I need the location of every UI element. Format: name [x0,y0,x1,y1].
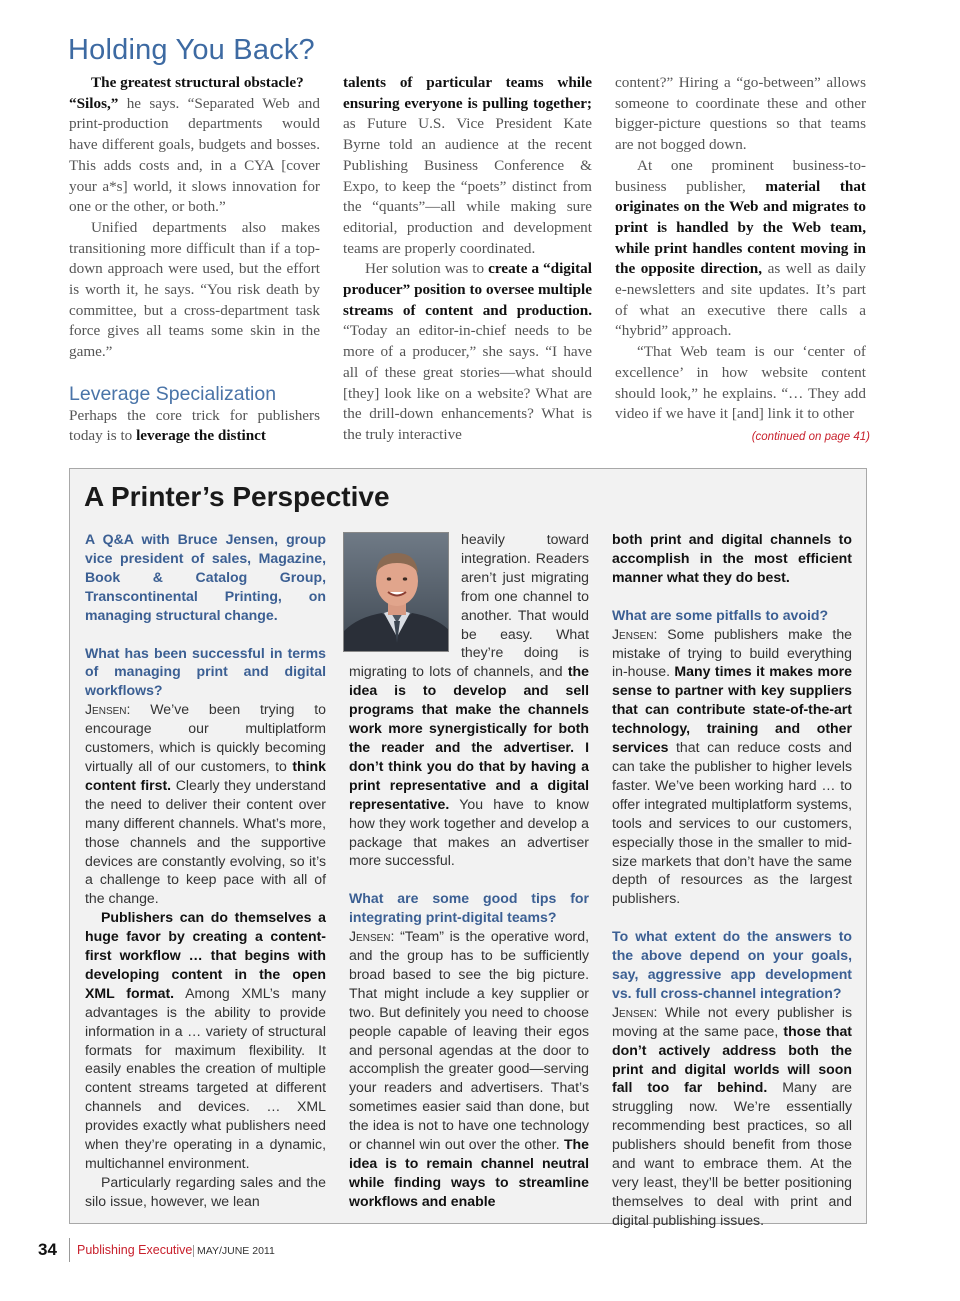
person-portrait-icon [344,533,449,652]
continued-link[interactable]: (continued on page 41) [751,431,870,443]
answer-text: : While not every publisher is moving at the same pace, [612,1003,852,1039]
article-column-1 [69,73,320,447]
paragraph: Unified departments also makes transitioning more difficult than if a top-down approach were used, but the effort is worth it, he says. “You risk death by committee, but a cross-department task force gives all teams some skin in the game.” [69,218,320,361]
bold-text: create a “digital producer” position to oversee multiple streams of content and production. [343,260,592,319]
paragraph-text: At one prominent business-to-business publisher, [615,156,866,195]
bold-text: material that originates on the Web and migrates to print is handled by the Web team, while print handles content moving in the opposite direction, [615,177,866,278]
answer [349,927,589,1211]
paragraph: content?” Hiring a “go-between” allows someone to coordinate these and other bigger-picture questions so that teams are not bogged down. [615,74,866,154]
paragraph-text: he says. “Separated Web and print-production departments would have different goals, budgets and bosses. This adds costs and, in a CYA [cover your a*s] world, it slows innovation for one or the other, or both.” [69,94,320,216]
sidebar-title: A Printer’s Perspective [84,481,390,512]
answer [612,1003,852,1230]
bold-lead: The greatest structural obstacle? [91,74,304,91]
sidebar-intro: A Q&A with Bruce Jensen, group vice president of sales, Magazine, Book & Catalog Group, Transcontinental Printing, on managing structural change. [85,531,326,623]
headshot-photo [343,532,449,652]
paragraph-text: as well as daily e-newsletters and site updates. It’s part of what an executive there calls a “hybrid” approach. [615,260,866,340]
bold-text: The idea is to remain channel neutral while finding ways to streamline workflows and enable [349,1136,589,1209]
answer [85,908,326,1173]
bold-text: leverage the distinct [136,427,266,445]
paragraph: “That Web team is our ‘center of excellence’ in how website content should look,” he explains. “… They add video if we have it [and] link it to other [615,343,866,423]
speaker-name: Jensen [612,625,654,642]
bold-text: those that don’t actively address both the print and digital worlds will soon fall too far behind. [612,1022,852,1096]
publication-name: Publishing Executive [77,1243,193,1257]
answer-text: Many are struggling now. We’re essentially recommending best practices, so all publishers should benefit from those and want to embrace them. At the very least, they’ll be better positioning themselves to deal with print and digital publishing issues. [612,1079,852,1228]
answer: Particularly regarding sales and the silo issue, however, we lean [85,1173,326,1209]
sidebar-column-3 [612,530,852,1230]
bold-text: Many times it makes more sense to partner with key suppliers that can contribute state-of-the-art technology, training and other services [612,663,852,756]
paragraph-text: as Future U.S. Vice President Kate Byrne told an audience at the recent Publishing Business Conference & Expo, to keep the “poets” distinct from the “quants”—all while making sure editorial, production and development teams are properly coordinated. [343,115,592,257]
answer-text: : We’ve been trying to encourage our multiplatform customers, which is quickly becoming virtually all of our customers, to [85,701,326,774]
article-column-2 [343,73,592,446]
paragraph-text: “Today an editor-in-chief needs to be more of a producer,” she says. “I have all of these great stories—what should [they] look like on a website? What are the drill-down enhancements? What is the truly interactive [343,322,592,443]
bold-text: the idea is to develop and sell programs that make the channels work more synergistically for both the reader and the advertiser. I don’t think you do that by having a print representative and a digital representative. [349,663,589,812]
answer-text: Among XML’s many advantages is the ability to provide information in a … variety of structural formats for maximum flexibility. It easily enables the creation of multiple content streams targeted at different channels and devices. … XML provides exactly what publishers need when they’re operating in a dynamic, multichannel environment. [85,984,326,1171]
section-subhead: Leverage Specialization [69,382,277,405]
page-number: 34 [38,1240,57,1259]
speaker-name: Jensen [349,928,391,945]
article-headline: Holding You Back? [68,34,315,66]
paragraph-text: Perhaps the core trick for publishers today is to [69,406,320,445]
footer-divider [193,1245,194,1257]
answer-text: : “Team” is the operative word, and the group has to be sufficiently broad based to see the big picture. That might include a key supplier or two. But definitely you need to choose people capable of leaving their egos and personal agendas at the door to accomplish the greater good—serving your readers and advertisers. That’s sometimes easier said than done, but the idea is not to have one technology or channel win out over the other. [349,928,589,1153]
bold-text: think content first. [85,757,326,793]
bold-term: “Silos,” [69,94,119,112]
paragraph [615,156,866,342]
article-column-3 [615,73,866,425]
answer [85,700,326,908]
speaker-name: Jensen [612,1003,654,1020]
paragraph [69,406,320,447]
answer-text: that can reduce costs and can take the publisher to higher levels faster. We’ve been working hard … to offer integrated multiplatform systems, tools and services to our customers, especially those in the smaller to mid-size markets that don’t have the same depth of resources as the largest publishers. [612,739,852,907]
answer-text: Clearly they understand the need to deliver their content over many different channels. What’s more, those channels and the supportive devices are constantly evolving, so it’s a challenge to keep pace with all of the change. [85,776,326,907]
bold-text: Publishers can do themselves a huge favor by creating a content-first workflow … that begins with developing content in the open XML format. [85,909,326,1001]
paragraph [343,73,592,259]
bold-text: both print and digital channels to accomplish in the most efficient manner what they do best. [612,531,852,585]
question: What has been successful in terms of managing print and digital workflows? [85,644,326,699]
answer-text: You have to know how they work together and develop a package that makes an advertiser more successful. [349,795,589,869]
issue-date: MAY/JUNE 2011 [197,1245,275,1257]
answer-text: : Some publishers make the mistake of trying to build everything in-house. [612,625,852,680]
sidebar-column-2 [349,530,589,1211]
paragraph [69,73,320,218]
answer [612,625,852,909]
answer-text: heavily toward integration. Readers aren’t just migrating from one channel to another. That would be easy. What they’re doing is migrating to lots of channels, and [349,531,589,680]
question: To what extent do the answers to the above depend on your goals, say, aggressive app development vs. full cross-channel integration? [612,928,852,1001]
footer-divider [69,1238,70,1262]
paragraph [343,259,592,445]
question: What are some good tips for integrating print-digital teams? [349,890,589,926]
answer [612,530,852,587]
sidebar-column-1 [85,530,326,1211]
bold-text: talents of particular teams while ensuring everyone is pulling together; [343,74,592,112]
speaker-name: Jensen [85,701,127,718]
paragraph-text: Her solution was to [365,260,489,278]
question: What are some pitfalls to avoid? [612,606,829,623]
